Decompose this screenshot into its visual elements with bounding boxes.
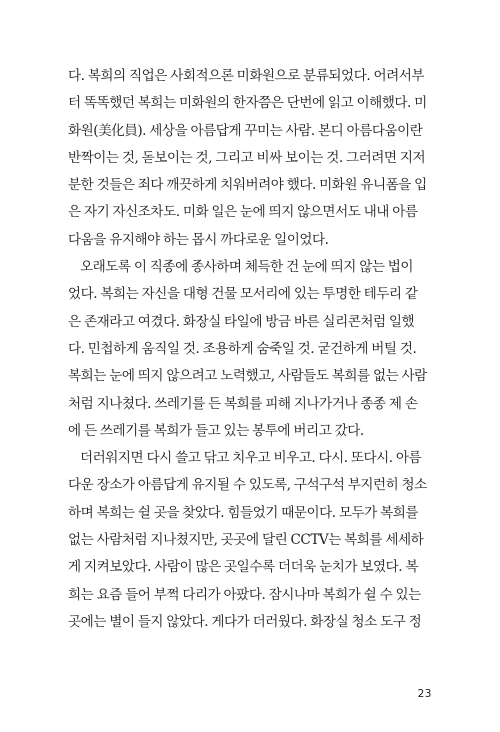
text-line: 게 지켜보았다. 사람이 많은 곳일수록 더더욱 눈치가 보였다. 복: [68, 559, 418, 576]
text-line: 었다. 복희는 자신을 대형 건물 모서리에 있는 투명한 테두리 같: [68, 286, 418, 303]
text-line: 은 자기 자신조차도. 미화 일은 눈에 띄지 않으면서도 내내 아름: [68, 204, 418, 221]
text-line: 터 똑똑했던 복희는 미화원의 한자쯤은 단번에 읽고 이해했다. 미: [68, 95, 427, 112]
paragraph-2: [68, 254, 440, 445]
paragraph-3: [68, 445, 440, 636]
text-line: 복희는 눈에 띄지 않으려고 노력했고, 사람들도 복희를 없는 사람: [68, 368, 427, 385]
text-line: 화원(美化員). 세상을 아름답게 꾸미는 사람. 본디 아름다움이란: [68, 122, 423, 139]
text-line: 다운 장소가 아름답게 유지될 수 있도록, 구석구석 부지런히 청소: [68, 477, 427, 494]
text-line: 곳에는 별이 들지 않았다. 게다가 더러웠다. 화장실 청소 도구 정: [68, 613, 422, 630]
text-line: 다움을 유지해야 하는 몹시 까다로운 일이었다.: [68, 231, 329, 248]
text-line: 처럼 지나쳤다. 쓰레기를 든 복희를 피해 지나가거나 종종 제 손: [68, 395, 418, 412]
text-line: 더러워지면 다시 쓸고 닦고 치우고 비우고. 다시. 또다시. 아름: [80, 450, 422, 467]
text-line: 에 든 쓰레기를 복희가 들고 있는 봉투에 버리고 갔다.: [68, 422, 364, 439]
text-line: 희는 요즘 들어 부쩍 다리가 아팠다. 잠시나마 복희가 쉴 수 있는: [68, 586, 421, 603]
text-line: 반짝이는 것, 돋보이는 것, 그리고 비싸 보이는 것. 그러려면 지저: [68, 149, 426, 166]
text-line: 다. 복희의 직업은 사회적으론 미화원으로 분류되었다. 어려서부: [68, 68, 424, 84]
text-line: 은 존재라고 여겼다. 화장실 타일에 방금 바른 실리콘처럼 일했: [68, 313, 415, 330]
text-line: 분한 것들은 죄다 깨끗하게 치워버려야 했다. 미화원 유니폼을 입: [68, 177, 427, 194]
text-line: 하며 복희는 쉴 곳을 찾았다. 힘들었기 때문이다. 모두가 복희를: [68, 504, 418, 521]
text-line: 다. 민첩하게 움직일 것. 조용하게 숨죽일 것. 굳건하게 버틸 것.: [68, 340, 417, 357]
text-line: 없는 사람처럼 지나쳤지만, 곳곳에 달린 CCTV는 복희를 세세하: [68, 532, 424, 549]
text-line: 오래도록 이 직종에 종사하며 체득한 건 눈에 띄지 않는 법이: [80, 259, 414, 276]
page-number: 23: [417, 688, 432, 700]
paragraph-1: [68, 63, 440, 254]
body-text: [68, 63, 440, 636]
